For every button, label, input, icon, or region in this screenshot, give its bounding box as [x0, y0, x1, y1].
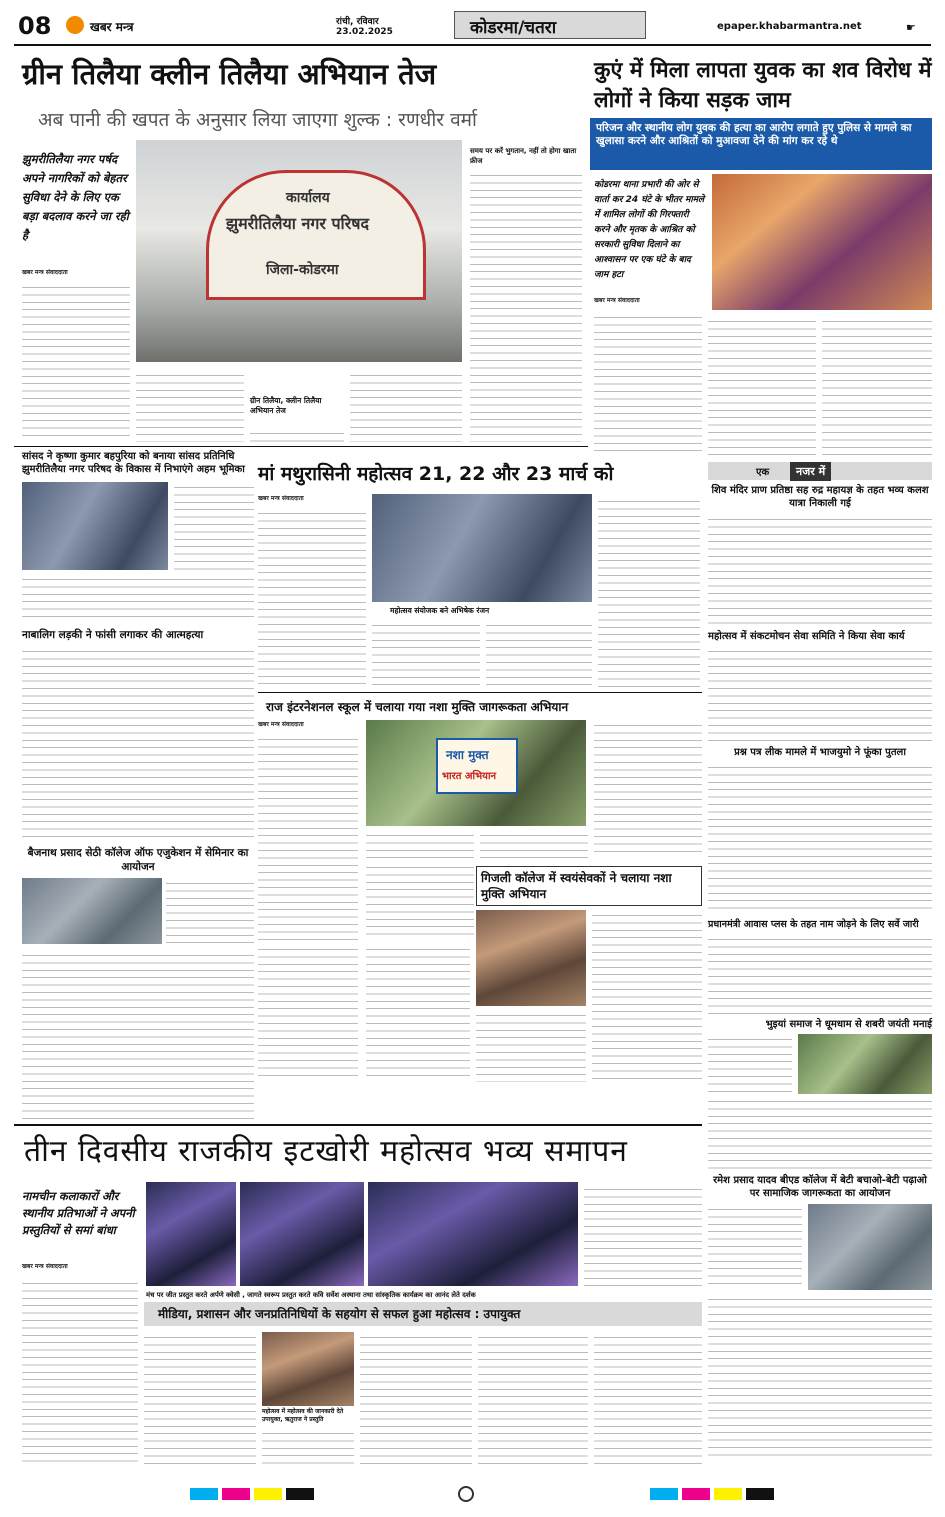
brand-name: खबर मन्त्र	[90, 20, 134, 34]
story2-body-col2	[708, 316, 816, 456]
sidebar-item4-title: प्रधानमंत्री आवास प्लस के तहत नाम जोड़ने के लिए सर्वे जारी	[708, 919, 919, 930]
story7-body-col4	[594, 720, 702, 858]
banner-line2: भारत अभियान	[442, 771, 497, 782]
story9-byline: खबर मन्त्र संवाददाता	[22, 1263, 68, 1270]
banner-line1: नशा मुक्त	[446, 748, 489, 762]
sidebar-item6-body	[708, 1294, 932, 1460]
registration-icon	[458, 1486, 474, 1502]
sidebar-item6-photo	[808, 1204, 932, 1290]
dateline-city: रांची, रविवार	[336, 17, 379, 27]
color-swatch-1	[190, 1488, 218, 1500]
story1-box-title: ग्रीन तिलैया, क्लीन तिलैया अभियान तेज	[250, 396, 322, 415]
story1-side-title: समय पर करें भुगतान, नहीं तो होगा खाता फ्रीज	[470, 147, 577, 165]
story9-photo-2	[240, 1182, 364, 1286]
story4-headline: नाबालिग लड़की ने फांसी लगाकर की आत्महत्या	[22, 629, 204, 641]
story7-body-col1	[258, 734, 358, 940]
story5-headline: बैजनाथ प्रसाद सेठी कॉलेज ऑफ एजुकेशन में सेमिनार का आयोजन	[27, 847, 249, 873]
story7-body-col3	[480, 830, 588, 858]
sidebar-item1-title: शिव मंदिर प्राण प्रतिष्ठा सह रुद्र महायज्ञ के तहत भव्य कलश यात्रा निकाली गई	[711, 485, 929, 509]
divider-2	[258, 692, 702, 693]
story3-photo	[22, 482, 168, 570]
epaper-url[interactable]: epaper.khabarmantra.net	[717, 21, 862, 32]
story2-byline: खबर मन्त्र संवाददाता	[594, 297, 640, 304]
sidebar-item4-body	[708, 934, 932, 1014]
story9-headline: तीन दिवसीय राजकीय इटखोरी महोत्सव भव्य समापन	[24, 1134, 628, 1169]
color-swatch-6	[682, 1488, 710, 1500]
story2-pull-quote: कोडरमा थाना प्रभारी की ओर से वार्ता कर 24 घंटे के भीतर मामले में शामिल लोगों की गिरफ्तारी करने और मृतक के आश्रित को सरकारी सुविधा दिलाने का आश्वासन पर एक घंटे के बाद जाम हटा	[594, 180, 705, 280]
sign-office: कार्यालय	[286, 190, 330, 206]
story5-body-side	[166, 878, 254, 946]
story1-side-body	[470, 170, 582, 442]
story2-photo	[712, 174, 932, 310]
story7-body-col2	[366, 830, 474, 858]
story8-headline: गिजली कॉलेज में स्वयंसेवकों ने चलाया नशा मुक्ति अभियान	[476, 866, 702, 906]
story5-photo	[22, 878, 162, 944]
dateline-date: 23.02.2025	[336, 27, 393, 37]
story9-body-col2	[144, 1332, 256, 1468]
sidebar-item2-title: महोत्सव में संकटमोचन सेवा समिति ने किया सेवा कार्य	[708, 631, 905, 642]
story7-photo	[366, 720, 586, 826]
story6-photo	[372, 494, 592, 602]
color-swatch-2	[222, 1488, 250, 1500]
story6-body-col1	[258, 508, 366, 688]
masthead	[0, 0, 945, 44]
story3-body-col	[174, 482, 254, 572]
story9-photo-1	[146, 1182, 236, 1286]
sidebar-item6-body-side	[708, 1204, 802, 1290]
color-swatch-7	[714, 1488, 742, 1500]
brand-logo	[66, 16, 84, 34]
story4-body	[22, 646, 254, 842]
story1-body-col1	[22, 282, 130, 442]
story7-headline: राज इंटरनेशनल स्कूल में चलाया गया नशा मुक्ति जागरूकता अभियान	[266, 700, 569, 714]
sidebar-item3-body	[708, 762, 932, 912]
story9-body-col3	[262, 1428, 354, 1468]
story1-body-col4	[350, 370, 462, 442]
story6-byline: खबर मन्त्र संवाददाता	[258, 495, 304, 502]
story1-subhead: अब पानी की खपत के अनुसार लिया जाएगा शुल्क : रणधीर वर्मा	[38, 109, 477, 131]
sidebar-item5-body-side	[708, 1034, 792, 1092]
story9-body-col6	[594, 1332, 702, 1468]
masthead-rule	[14, 44, 931, 46]
cursor-icon: ☛	[906, 21, 916, 34]
story9-subhead: मीडिया, प्रशासन और जनप्रतिनिधियों के सहयोग से सफल हुआ महोत्सव : उपायुक्त	[144, 1302, 702, 1326]
story2-body-col1	[594, 312, 702, 456]
story8-body-col2	[366, 944, 470, 1082]
story6-caption: महोत्सव संयोजक बने अभिषेक रंजन	[390, 606, 490, 615]
story1-photo	[136, 140, 462, 362]
story9-photo-caption: महोत्सव में महोत्सव की जानकारी देते उपायुक्त, ऋतुराज ने प्रस्तुति	[262, 1408, 344, 1423]
story1-byline: खबर मन्त्र संवाददाता	[22, 269, 68, 276]
story9-caption: मंच पर जीत प्रस्तुत करते अर्पणे क्वेसी , जागते स्वरूप प्रस्तुत करते कवि सर्वेश अस्थाना तथा सांस्कृतिक कार्यक्रम का आनंद लेते दर्शक	[146, 1291, 476, 1299]
story5-body	[22, 950, 254, 1120]
story8-body-col4	[476, 1010, 586, 1082]
color-swatch-5	[650, 1488, 678, 1500]
sidebar-item2-body	[708, 646, 932, 742]
story8-body-col1	[258, 944, 358, 1082]
story9-photo-4	[262, 1332, 354, 1406]
story7-body-col5	[366, 862, 474, 940]
story9-body-right-col	[584, 1184, 702, 1286]
story3-body-wide	[22, 574, 254, 622]
sign-name: झुमरीतिलैया नगर परिषद	[226, 214, 369, 233]
story1-pull-quote: झुमरीतिलैया नगर पर्षद अपने नागरिकों को बेहतर सुविधा देने के लिए एक बड़ा बदलाव करने जा रही है	[22, 152, 129, 242]
sidebar-item6-title: रमेश प्रसाद यादव बीएड कॉलेज में बेटी बचाओ-बेटी पढ़ाओ पर सामाजिक जागरूकता का आयोजन	[713, 1175, 927, 1199]
story9-body-col5	[478, 1332, 588, 1468]
story1-body-col3	[250, 428, 344, 442]
sidebar-item1-body	[708, 514, 932, 626]
footer-strip	[0, 1478, 945, 1517]
story6-body-col3	[486, 620, 592, 690]
story2-body-col3	[822, 316, 932, 456]
story6-body-col4	[598, 496, 700, 690]
story9-pull-quote: नामचीन कलाकारों और स्थानीय प्रतिभाओं ने अपनी प्रस्तुतियों से समां बांधा	[22, 1189, 135, 1237]
story8-photo	[476, 910, 586, 1006]
story7-byline: खबर मन्त्र संवाददाता	[258, 721, 304, 728]
story2-headline: कुएं में मिला लापता युवक का शव विरोध में लोगों ने किया सड़क जाम	[594, 58, 932, 113]
color-swatch-3	[254, 1488, 282, 1500]
story1-headline: ग्रीन तिलैया क्लीन तिलैया अभियान तेज	[22, 57, 437, 91]
story3-headline: सांसद ने कृष्णा कुमार बहपुरिया को बनाया सांसद प्रतिनिधि झुमरीतिलैया नगर परिषद के विकास में निभाएंगे अहम भूमिका	[22, 451, 245, 475]
story8-body-col3	[592, 910, 702, 1082]
section-title: कोडरमा/चतरा	[470, 18, 557, 38]
story9-body-col1	[22, 1278, 138, 1468]
sidebar-item5-photo	[798, 1034, 932, 1094]
divider-1	[14, 446, 588, 447]
sign-district: जिला-कोडरमा	[266, 262, 339, 278]
story6-body-col2	[372, 620, 480, 690]
story2-blue-deck: परिजन और स्थानीय लोग युवक की हत्या का आरोप लगाते हुए पुलिस से मामले का खुलासा करने और आश्रितों को मुआवजा देने की मांग कर रहे थे	[590, 118, 932, 170]
page-number: 08	[18, 12, 52, 40]
color-swatch-8	[746, 1488, 774, 1500]
divider-3	[14, 1124, 702, 1126]
color-swatch-4	[286, 1488, 314, 1500]
sidebar-tag2: नजर में	[790, 462, 831, 481]
sidebar-tag1: एक	[756, 467, 770, 478]
sidebar-item3-title: प्रश्न पत्र लीक मामले में भाजयुमो ने फूंका पुतला	[734, 747, 906, 758]
story1-body-col2	[136, 370, 244, 442]
sidebar-item5-body	[708, 1096, 932, 1170]
story6-headline: मां मथुरासिनी महोत्सव 21, 22 और 23 मार्च को	[258, 463, 614, 485]
story9-photo-3	[368, 1182, 578, 1286]
sidebar-item5-title: भुइयां समाज ने धूमधाम से शबरी जयंती मनाई	[765, 1019, 932, 1030]
story9-body-col4	[360, 1332, 472, 1468]
